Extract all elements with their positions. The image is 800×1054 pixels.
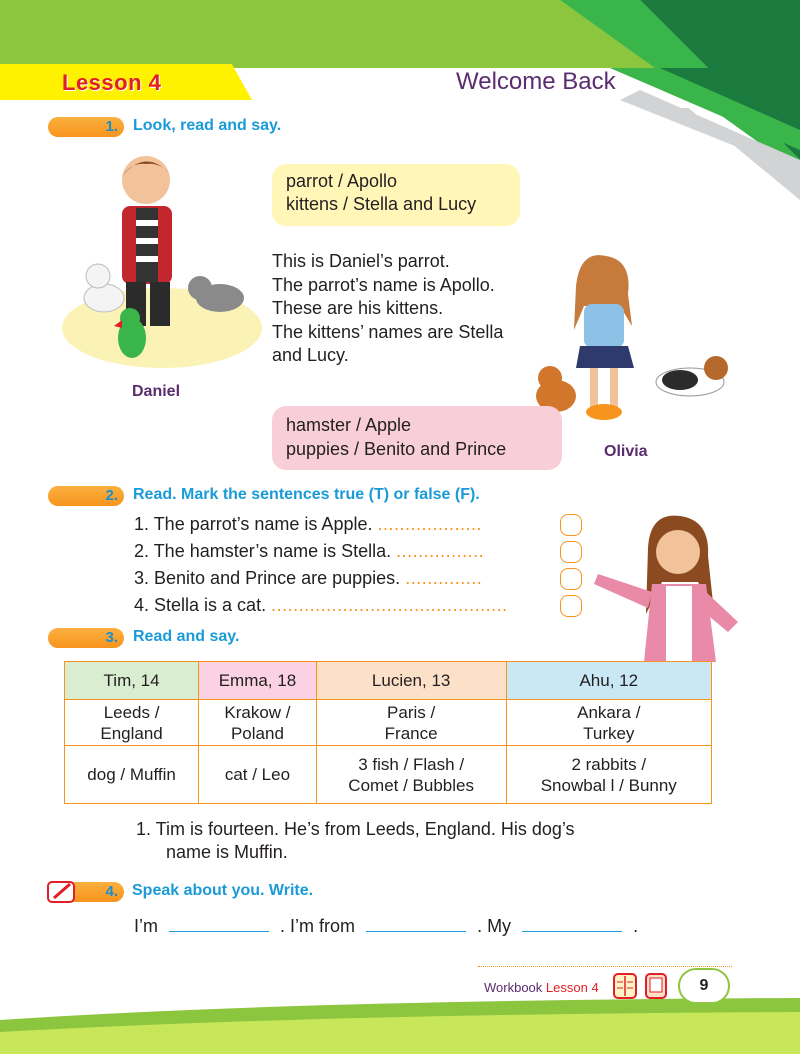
write-sentence [134, 916, 638, 937]
table-header-cell: Emma, 18 [199, 662, 317, 700]
table-row [65, 746, 712, 804]
info-box-yellow [272, 164, 520, 226]
workbook-lesson: Lesson 4 [545, 980, 599, 995]
tf-answer-box[interactable] [560, 595, 582, 617]
tf-list [134, 514, 508, 622]
girl-pointing-illustration [588, 512, 748, 662]
tablet-icon [644, 972, 668, 1000]
cell-line: Paris / [387, 702, 436, 722]
table-header-cell: Lucien, 13 [316, 662, 506, 700]
table-header-cell: Tim, 14 [65, 662, 199, 700]
tf-item [134, 595, 508, 622]
ex3-instruction: Read and say. [133, 628, 240, 645]
table-cell [65, 746, 199, 804]
ex2-number: 2. [105, 487, 118, 504]
ex3-example [136, 818, 736, 864]
table-header-cell: Ahu, 12 [506, 662, 711, 700]
tf-text: 3. Benito and Prince are puppies. [134, 568, 406, 588]
ex4-number: 4. [105, 883, 118, 900]
cell-line: France [384, 723, 438, 743]
cell-line: Leeds / [103, 702, 160, 722]
cell-line: Krakow / [224, 702, 291, 722]
workbook-label: Workbook [484, 980, 543, 995]
tf-item [134, 541, 508, 568]
table-cell [65, 700, 199, 746]
write-part: . My [477, 916, 512, 936]
table-cell [506, 700, 711, 746]
tf-item [134, 568, 508, 595]
paragraph-line: These are his kittens. [272, 298, 444, 318]
box-line: puppies / Benito and Prince [286, 439, 507, 459]
tf-item [134, 514, 508, 541]
paragraph-line: The kittens’ names are Stella [272, 321, 504, 342]
pet-blank[interactable] [522, 916, 622, 932]
cell-line: England [100, 723, 163, 743]
example-line: 1. Tim is fourteen. He’s from Leeds, England. His dog’s [136, 819, 575, 839]
workbook-icon [612, 972, 638, 1000]
cell-line: Turkey [583, 723, 635, 743]
tf-answer-box[interactable] [560, 541, 582, 563]
ex2-pill [48, 486, 124, 506]
box-line: parrot / Apollo [286, 171, 398, 191]
ex4-instruction: Speak about you. Write. [132, 882, 314, 899]
tf-answer-box[interactable] [560, 514, 582, 536]
paragraph-line: This is Daniel’s parrot. [272, 251, 450, 271]
paragraph-line: and Lucy. [272, 345, 349, 365]
info-box-pink [272, 406, 562, 470]
unit-title: Welcome Back [456, 68, 616, 95]
ex1-number: 1. [105, 118, 118, 135]
tf-dots: .............. [405, 568, 483, 588]
cell-line: Comet / Bubbles [348, 775, 474, 795]
daniel-name: Daniel [132, 383, 181, 400]
page-number: 9 [678, 968, 730, 1004]
cell-line: dog / Muffin [87, 765, 176, 784]
ex1-paragraph [272, 250, 562, 368]
tf-text: 1. The parrot’s name is Apple. [134, 514, 378, 534]
olivia-name: Olivia [604, 443, 648, 460]
ex1-instruction: Look, read and say. [133, 117, 282, 134]
tf-text: 2. The hamster’s name is Stella. [134, 541, 397, 561]
paragraph-line: The parrot’s name is Apollo. [272, 274, 495, 295]
tf-text: 4. Stella is a cat. [134, 595, 272, 615]
table-cell [316, 700, 506, 746]
example-line: name is Muffin. [166, 842, 288, 862]
table-cell [316, 746, 506, 804]
cell-line: Ankara / [577, 702, 641, 722]
daniel-illustration [60, 148, 270, 380]
info-table [64, 661, 712, 804]
cell-line: 3 fish / Flash / [358, 754, 465, 774]
ex1-pill [48, 117, 124, 137]
country-blank[interactable] [366, 916, 466, 932]
cell-line: Snowbal l / Bunny [540, 775, 677, 795]
tf-dots: ................ [396, 541, 485, 561]
write-part: I’m [134, 916, 158, 936]
write-part: . I’m from [280, 916, 356, 936]
table-cell [199, 746, 317, 804]
cell-line: cat / Leo [224, 765, 291, 784]
table-header-row [65, 662, 712, 700]
tf-answer-box[interactable] [560, 568, 582, 590]
table-cell [199, 700, 317, 746]
workbook-reference [484, 980, 599, 995]
tf-dots: ........................................... [271, 595, 508, 615]
pencil-book-icon [46, 878, 80, 906]
table-cell [506, 746, 711, 804]
tf-dots: ................... [377, 514, 483, 534]
table-row [65, 700, 712, 746]
ex3-pill [48, 628, 124, 648]
write-part: . [633, 916, 639, 936]
cell-line: Poland [230, 723, 284, 743]
lesson-title: Lesson 4 [62, 70, 162, 95]
cell-line: 2 rabbits / [571, 754, 647, 774]
age-blank[interactable] [169, 916, 269, 932]
ex2-instruction: Read. Mark the sentences true (T) or false (F). [133, 486, 480, 503]
ex3-number: 3. [105, 629, 118, 646]
box-line: hamster / Apple [286, 415, 412, 435]
box-line: kittens / Stella and Lucy [286, 194, 477, 214]
